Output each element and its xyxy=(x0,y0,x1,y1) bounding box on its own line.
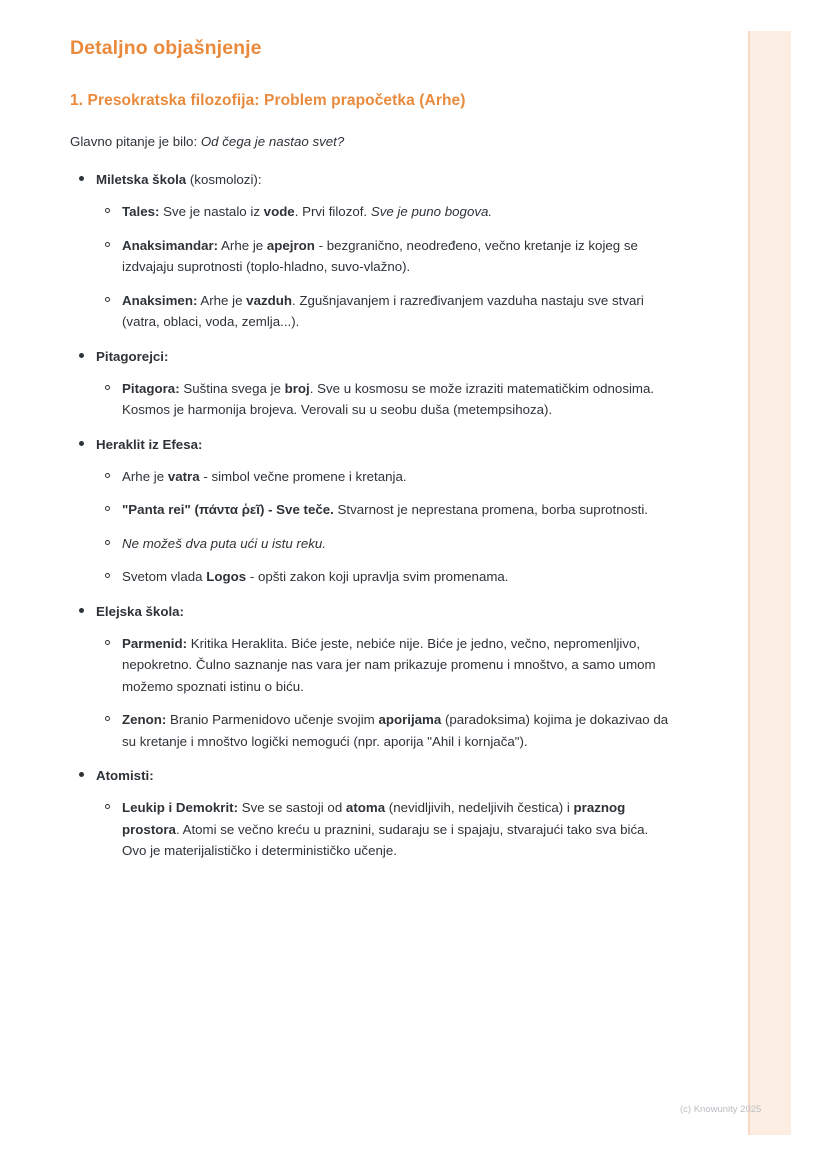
outline-group-label xyxy=(96,170,670,190)
outline-item xyxy=(96,466,670,488)
page-title: Detaljno objašnjenje xyxy=(70,37,262,59)
footer-credit: (c) Knowunity 2025 xyxy=(680,1104,762,1115)
hollow-bullet-icon xyxy=(105,716,110,721)
outline-item-text xyxy=(122,636,656,694)
bullet-icon xyxy=(79,176,84,181)
outline-item xyxy=(96,566,670,588)
hollow-bullet-icon xyxy=(105,540,110,545)
outline-group xyxy=(70,435,670,588)
outline-item xyxy=(96,235,670,278)
text-segment: vode xyxy=(263,204,295,220)
text-segment: apejron xyxy=(266,237,315,253)
text-segment: Zenon: xyxy=(122,712,167,728)
text-segment: (paradoksima) kojima je dokazivao da su kretanje i mnoštvo logički nemogući (npr. aporija "Ahil i kornjača"). xyxy=(122,712,669,749)
text-segment: vazduh xyxy=(246,292,292,308)
text-segment: . Atomi se večno kreću u praznini, sudaraju se i spajaju, stvarajući tako sva bića. Ovo je materijalističko i determinističko učenje. xyxy=(122,821,649,859)
outline-sublist xyxy=(96,633,670,753)
text-segment: Arhe je xyxy=(197,292,247,308)
outline-group-name: Atomisti: xyxy=(96,768,154,784)
outline-item-text xyxy=(122,536,326,551)
outline-group-name: Heraklit iz Efesa: xyxy=(96,436,203,452)
outline-group-suffix: (kosmolozi): xyxy=(186,172,262,188)
outline-item-text xyxy=(122,712,668,749)
text-segment: atoma xyxy=(345,800,386,816)
text-segment: "Panta rei" (πάντα ῥεῖ) - Sve teče. xyxy=(122,502,334,518)
decorative-right-strip-edge xyxy=(748,31,750,1135)
outline-group-name: Elejska škola: xyxy=(96,603,184,619)
outline-list xyxy=(70,170,670,862)
text-segment: Ne možeš dva puta ući u istu reku. xyxy=(122,535,326,551)
hollow-bullet-icon xyxy=(105,473,110,478)
text-segment: - bezgranično, neodređeno, večno kretanje iz kojeg se izdvajaju suprotnosti (toplo-hladno, suvo-vlažno). xyxy=(122,237,638,275)
bullet-icon xyxy=(79,353,84,358)
outline-item xyxy=(96,533,670,555)
text-segment: Anaksimandar: xyxy=(122,237,219,253)
text-segment: Branio Parmenidovo učenje svojim xyxy=(166,712,379,728)
decorative-right-strip xyxy=(748,31,791,1135)
text-segment: - simbol večne promene i kretanja. xyxy=(199,468,407,484)
outline-group-label xyxy=(96,435,670,455)
bullet-icon xyxy=(79,772,84,777)
outline-item xyxy=(96,633,670,698)
text-segment: . Sve u kosmosu se može izraziti matematičkim odnosima. Kosmos je harmonija brojeva. Verovali su u seobu duša (metempsihoza). xyxy=(122,380,655,418)
outline-group xyxy=(70,766,670,862)
text-segment: Sve se sastoji od xyxy=(238,800,346,816)
outline-group-label xyxy=(96,602,670,622)
bullet-icon xyxy=(79,608,84,613)
text-segment: praznog prostora xyxy=(122,800,626,837)
hollow-bullet-icon xyxy=(105,573,110,578)
outline-item xyxy=(96,709,670,752)
outline-item xyxy=(96,201,670,223)
outline-group-name: Pitagorejci: xyxy=(96,348,169,364)
text-segment: Arhe je xyxy=(218,237,267,253)
outline-item xyxy=(96,378,670,421)
text-segment: Arhe je xyxy=(122,468,168,484)
outline-item-text xyxy=(122,204,492,219)
text-segment: Stvarnost je neprestana promena, borba suprotnosti. xyxy=(333,502,648,518)
outline-sublist xyxy=(96,201,670,333)
text-segment: Sve je puno bogova. xyxy=(370,204,493,220)
section-heading: 1. Presokratska filozofija: Problem prapočetka (Arhe) xyxy=(70,92,466,110)
text-segment: Sve je nastalo iz xyxy=(159,204,264,220)
text-segment: vatra xyxy=(167,468,200,484)
outline-sublist xyxy=(96,378,670,421)
text-segment: aporijama xyxy=(378,712,442,728)
outline-item xyxy=(96,797,670,862)
outline-group-label xyxy=(96,347,670,367)
text-segment: Pitagora: xyxy=(122,380,180,396)
text-segment: . Prvi filozof. xyxy=(294,204,371,220)
text-segment: Tales: xyxy=(122,204,160,220)
text-segment: - opšti zakon koji upravlja svim promenama. xyxy=(246,569,509,585)
outline-item xyxy=(96,290,670,333)
hollow-bullet-icon xyxy=(105,297,110,302)
hollow-bullet-icon xyxy=(105,242,110,247)
text-segment: Leukip i Demokrit: xyxy=(122,800,238,816)
outline-group xyxy=(70,347,670,421)
outline-group-name: Miletska škola xyxy=(96,172,187,188)
text-segment: Parmenid: xyxy=(122,635,188,651)
text-segment: Logos xyxy=(206,569,247,585)
outline-group xyxy=(70,602,670,753)
lead-prefix: Glavno pitanje je bilo: xyxy=(70,134,201,150)
text-segment: . Zgušnjavanjem i razređivanjem vazduha nastaju sve stvari (vatra, oblaci, voda, zemlja...). xyxy=(122,292,644,330)
outline-item xyxy=(96,499,670,521)
hollow-bullet-icon xyxy=(105,506,110,511)
hollow-bullet-icon xyxy=(105,804,110,809)
outline-item-text xyxy=(122,238,638,275)
hollow-bullet-icon xyxy=(105,208,110,213)
outline-item-text xyxy=(122,381,654,418)
text-segment: Anaksimen: xyxy=(122,292,198,308)
outline-sublist xyxy=(96,797,670,862)
outline-item-text xyxy=(122,469,407,484)
lead-paragraph xyxy=(70,132,670,152)
text-segment: Svetom vlada xyxy=(122,569,207,585)
bullet-icon xyxy=(79,441,84,446)
outline-item-text xyxy=(122,569,509,584)
text-segment: Suština svega je xyxy=(179,380,285,396)
outline-group-label xyxy=(96,766,670,786)
outline-item-text xyxy=(122,293,644,330)
outline-group xyxy=(70,170,670,333)
hollow-bullet-icon xyxy=(105,385,110,390)
document-content xyxy=(70,36,670,876)
hollow-bullet-icon xyxy=(105,640,110,645)
outline-item-text xyxy=(122,502,648,517)
text-segment: broj xyxy=(284,380,310,396)
text-segment: (nevidljivih, nedeljivih čestica) i xyxy=(385,800,574,816)
text-segment: Kritika Heraklita. Biće jeste, nebiće nije. Biće je jedno, večno, nepromenljivo, nepokretno. Čulno saznanje nas vara jer nam prikazuje promenu i mnoštvo, a samo umom možemo spoznati istinu o biću. xyxy=(122,635,656,694)
outline-sublist xyxy=(96,466,670,588)
lead-question: Od čega je nastao svet? xyxy=(200,134,345,150)
outline-item-text xyxy=(122,800,648,858)
